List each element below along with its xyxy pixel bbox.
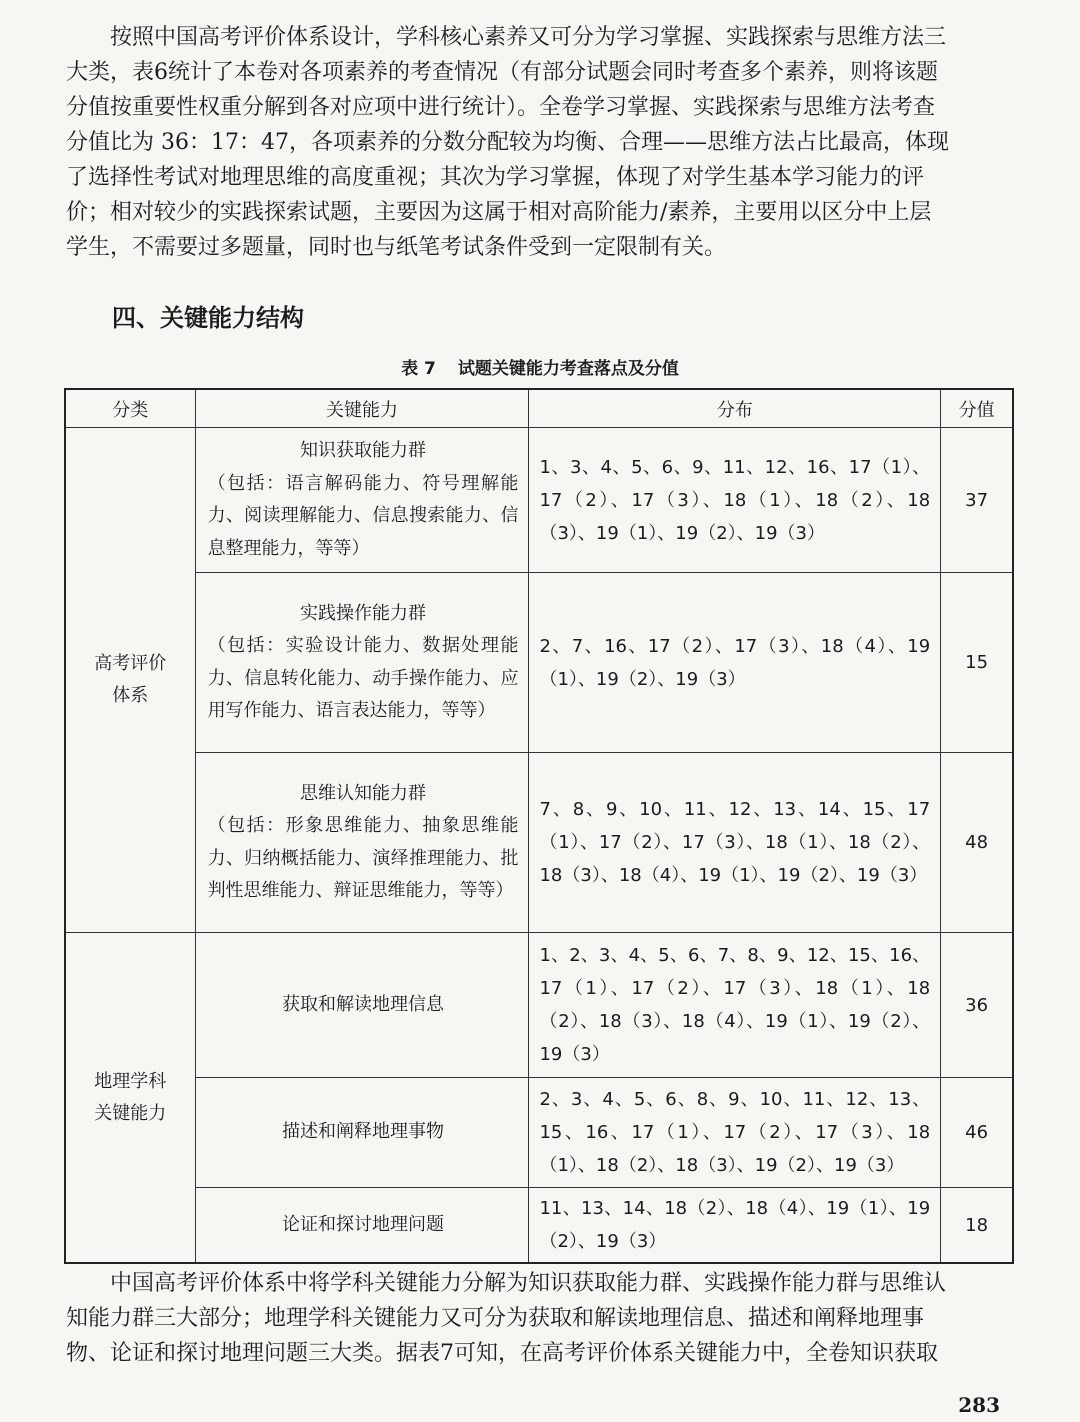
paragraph-line: 了选择性考试对地理思维的高度重视；其次为学习掌握，体现了对学生基本学习能力的评	[66, 165, 925, 190]
header-distribution: 分布	[529, 389, 941, 428]
section-heading: 四、关键能力结构	[112, 304, 304, 332]
distribution-cell: 1、3、4、5、6、9、11、12、16、17（1）、17（2）、17（3）、18（1）、18（2）、18（3）、19（1）、19（2）、19（3）	[529, 428, 941, 573]
paragraph-line: 大类，表6统计了本卷对各项素养的考查情况（有部分试题会同时考查多个素养，则将该题	[66, 60, 939, 85]
category-cell	[65, 428, 195, 933]
distribution-cell: 11、13、14、18（2）、18（4）、19（1）、19（2）、19（3）	[529, 1188, 941, 1264]
paragraph-line: 物、论证和探讨地理问题三大类。据表7可知，在高考评价体系关键能力中，全卷知识获取	[66, 1341, 938, 1366]
ability-cell: 论证和探讨地理问题	[195, 1188, 529, 1264]
header-score: 分值	[941, 389, 1013, 428]
category-line: 关键能力	[94, 1102, 167, 1124]
distribution-cell: 7、8、9、10、11、12、13、14、15、17（1）、17（2）、17（3）、18（1）、18（2）、18（3）、18（4）、19（1）、19（2）、19（3）	[529, 753, 941, 933]
paragraph-line: 中国高考评价体系中将学科关键能力分解为知识获取能力群、实践操作能力群与思维认	[110, 1271, 947, 1296]
table-row	[65, 1078, 1013, 1188]
ability-cell: 描述和阐释地理事物	[195, 1078, 529, 1188]
table-caption-title: 试题关键能力考查落点及分值	[457, 359, 679, 379]
ability-cell	[195, 753, 529, 933]
ability-title: 实践操作能力群	[300, 602, 427, 624]
category-line: 体系	[112, 685, 149, 706]
score-cell: 36	[941, 933, 1013, 1078]
table-row	[65, 933, 1013, 1078]
category-line: 高考评价	[94, 653, 167, 674]
score-cell: 46	[941, 1078, 1013, 1188]
table-row	[65, 1188, 1013, 1264]
ability-table	[64, 388, 1014, 1264]
analysis-paragraph	[66, 1266, 1016, 1371]
distribution-cell: 1、2、3、4、5、6、7、8、9、12、15、16、17（1）、17（2）、17（3）、18（1）、18（2）、18（3）、18（4）、19（1）、19（2）、19（3）	[529, 933, 941, 1078]
table-caption-number: 表 7	[401, 359, 436, 379]
table-row	[65, 428, 1013, 573]
category-cell	[65, 933, 195, 1264]
distribution-cell: 2、3、4、5、6、8、9、10、11、12、13、15、16、17（1）、17（2）、17（3）、18（1）、18（2）、18（3）、19（2）、19（3）	[529, 1078, 941, 1188]
intro-paragraph	[66, 20, 1016, 265]
table-caption	[0, 354, 1080, 379]
distribution-cell: 2、7、16、17（2）、17（3）、18（4）、19（1）、19（2）、19（3）	[529, 573, 941, 753]
ability-title: 知识获取能力群	[300, 440, 427, 461]
header-category: 分类	[65, 389, 195, 428]
paragraph-line: 价；相对较少的实践探索试题，主要因为这属于相对高阶能力/素养，主要用以区分中上层	[66, 200, 932, 225]
score-cell: 48	[941, 753, 1013, 933]
ability-cell	[195, 573, 529, 753]
paragraph-line: 按照中国高考评价体系设计，学科核心素养又可分为学习掌握、实践探索与思维方法三	[110, 25, 947, 50]
paragraph-line: 学生，不需要过多题量，同时也与纸笔考试条件受到一定限制有关。	[66, 235, 727, 260]
paragraph-line: 知能力群三大部分；地理学科关键能力又可分为获取和解读地理信息、描述和阐释地理事	[66, 1306, 925, 1331]
ability-description: （包括：语言解码能力、符号理解能力、阅读理解能力、信息搜索能力、信息整理能力，等等）	[207, 472, 519, 559]
table-row	[65, 573, 1013, 753]
page-number: 283	[958, 1393, 1000, 1417]
score-cell: 18	[941, 1188, 1013, 1264]
ability-description: （包括：实验设计能力、数据处理能力、信息转化能力、动手操作能力、应用写作能力、语言表达能力，等等）	[207, 635, 519, 721]
ability-cell	[195, 428, 529, 573]
ability-title: 思维认知能力群	[300, 782, 427, 804]
score-cell: 15	[941, 573, 1013, 753]
ability-cell: 获取和解读地理信息	[195, 933, 529, 1078]
paragraph-line: 分值比为 36：17：47，各项素养的分数分配较为均衡、合理——思维方法占比最高，体现	[66, 130, 949, 155]
category-line: 地理学科	[94, 1070, 167, 1092]
score-cell: 37	[941, 428, 1013, 573]
table-row	[65, 753, 1013, 933]
header-ability: 关键能力	[195, 389, 529, 428]
table-header-row	[65, 389, 1013, 428]
ability-description: （包括：形象思维能力、抽象思维能力、归纳概括能力、演绎推理能力、批判性思维能力、辩证思维能力，等等）	[207, 815, 519, 901]
paragraph-line: 分值按重要性权重分解到各对应项中进行统计）。全卷学习掌握、实践探索与思维方法考查	[66, 95, 936, 120]
